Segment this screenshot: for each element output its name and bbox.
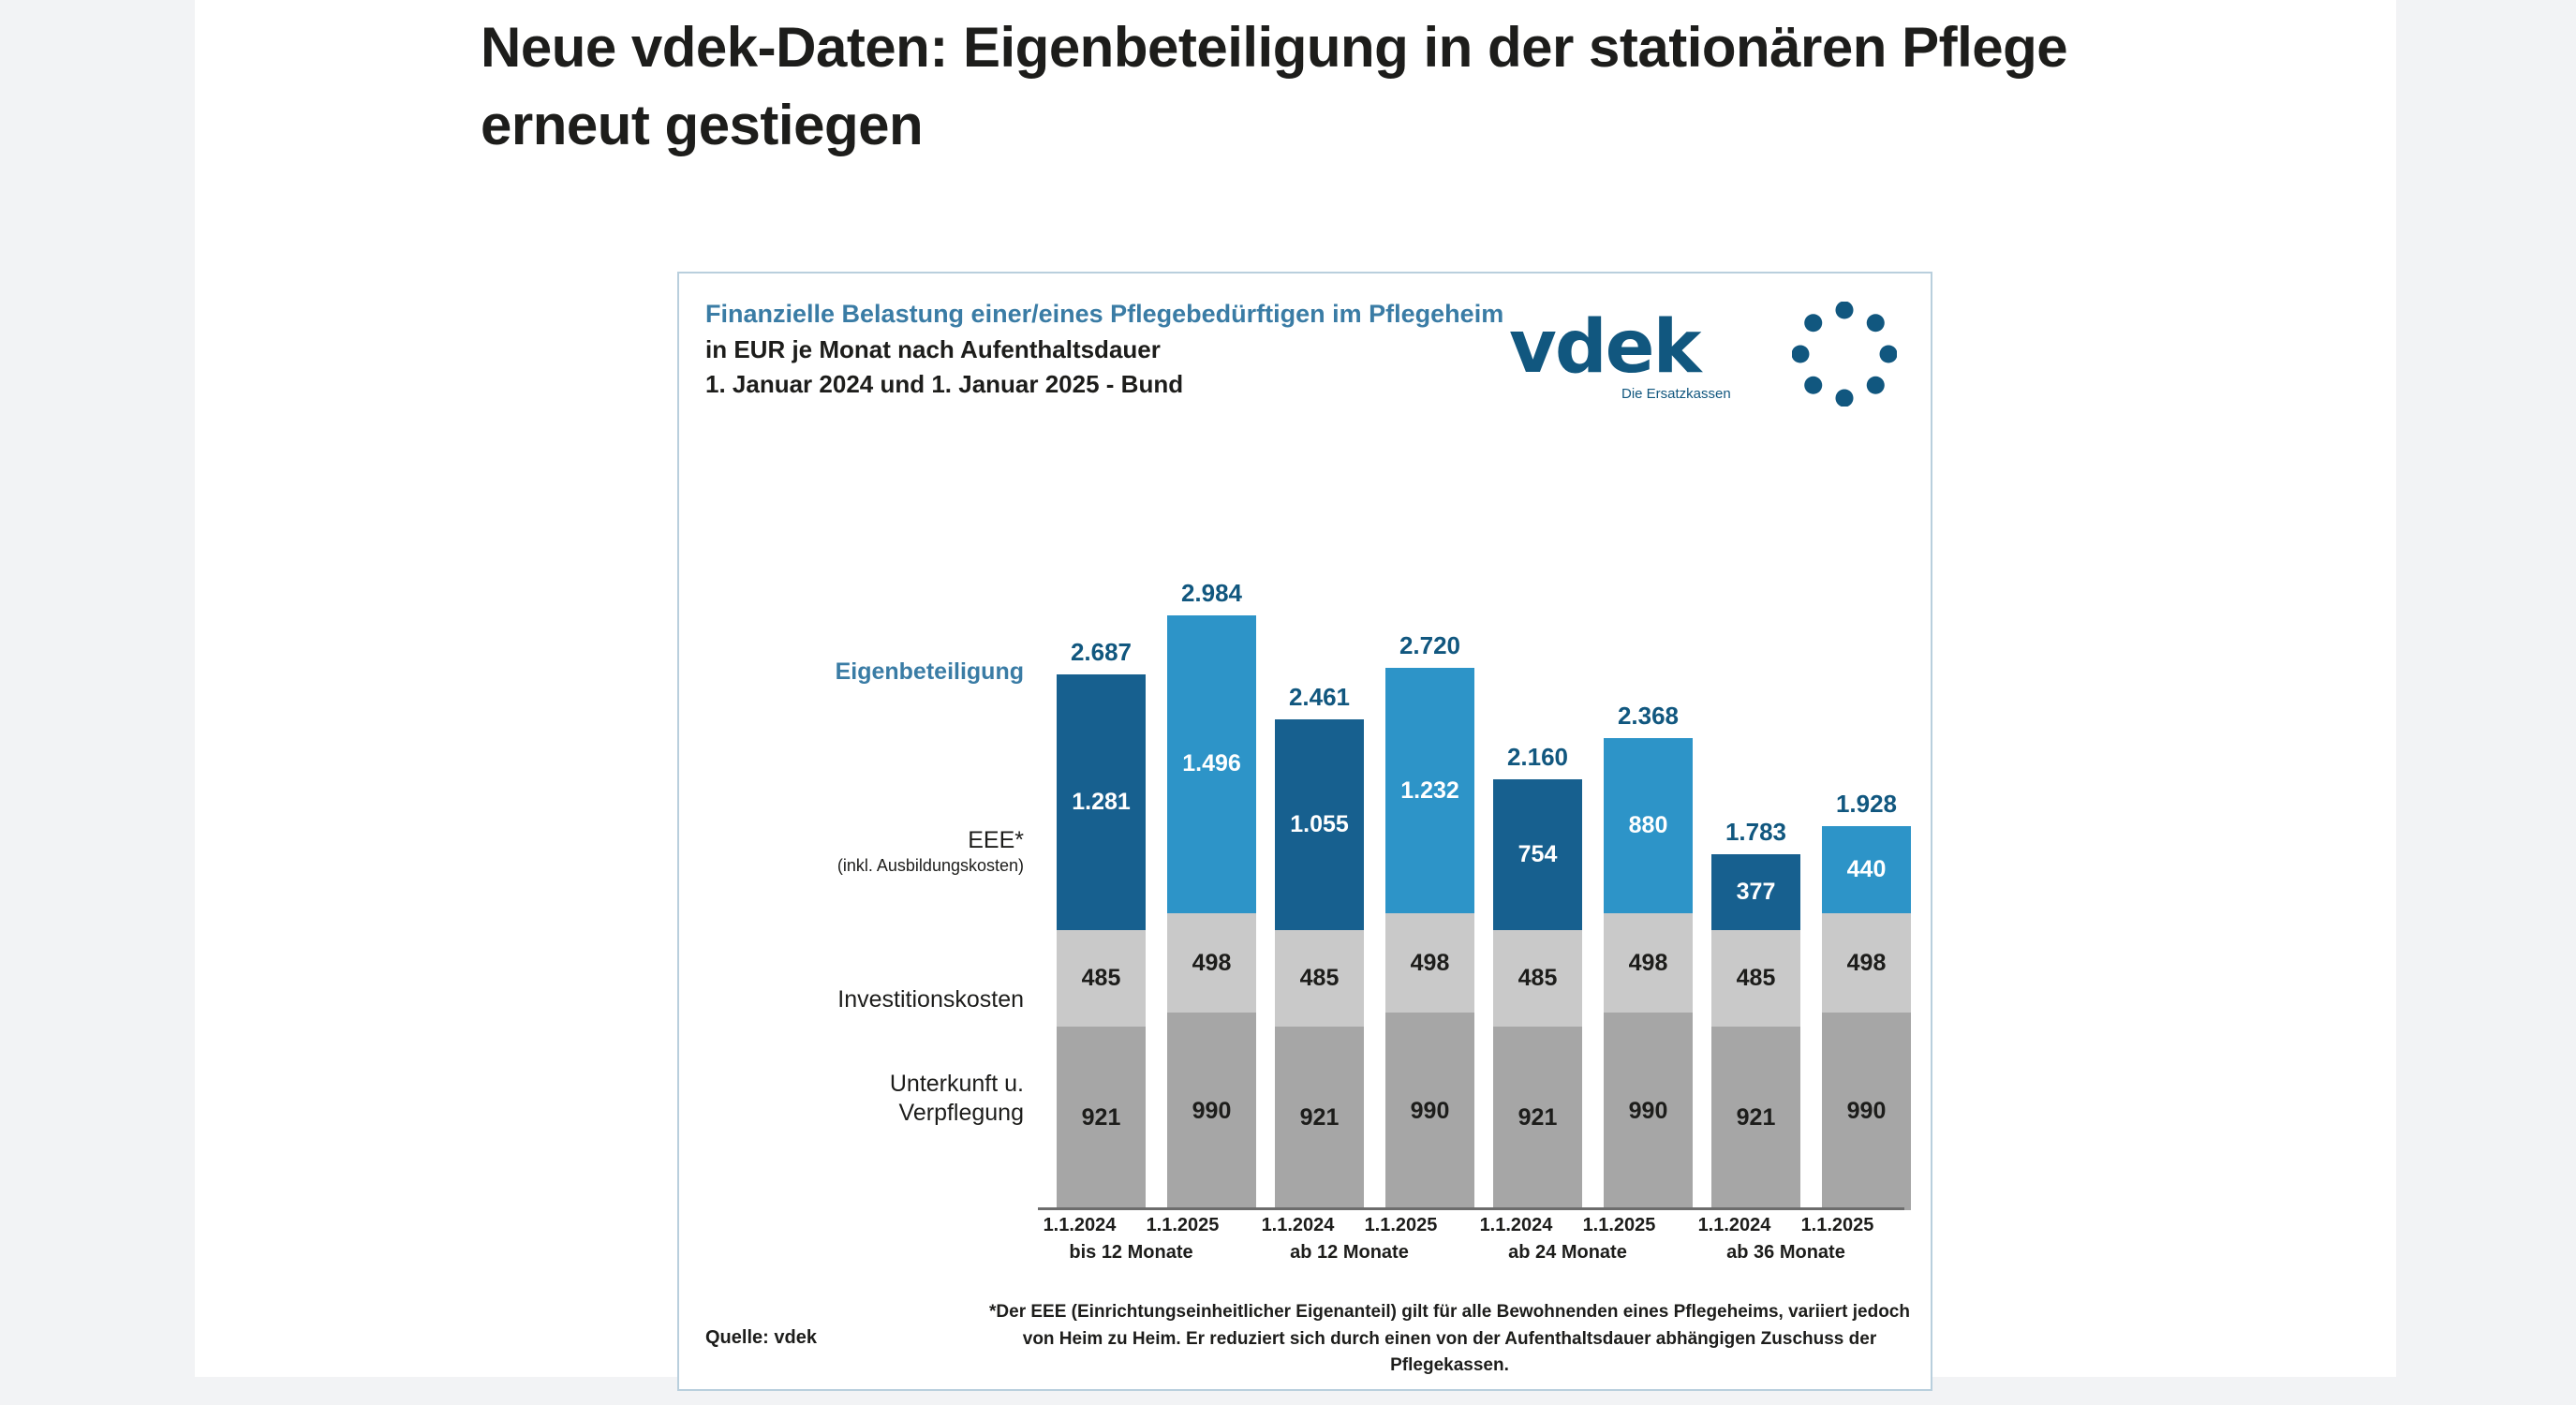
row-label-eee-text: EEE* — [968, 827, 1024, 853]
bar — [1604, 701, 1693, 1210]
row-label-unterkunft — [705, 1070, 1024, 1129]
bar-segment: 485 — [1493, 930, 1582, 1027]
bar-segment: 880 — [1604, 738, 1693, 913]
vdek-logo — [1509, 300, 1902, 417]
bar-segment: 990 — [1167, 1013, 1256, 1210]
bar-segment: 754 — [1493, 779, 1582, 930]
tick-date-label: 1.1.2024 — [1261, 1215, 1335, 1235]
bar — [1275, 683, 1364, 1210]
tick-period-label: ab 12 Monate — [1290, 1242, 1409, 1263]
chart-plot-area — [705, 555, 1909, 1210]
row-label-eee-note: (inkl. Ausbildungskosten) — [836, 856, 1024, 876]
bar-group — [1493, 555, 1695, 1210]
bar — [1385, 630, 1474, 1210]
bar-total-label: 2.984 — [1180, 578, 1243, 607]
bar-segment: 990 — [1822, 1013, 1911, 1210]
chart-footnote: *Der EEE (Einrichtungseinheitlicher Eigenanteil) gilt für alle Bewohnenden eines Pflegeheims, variiert jedoch von Heim zu Heim. Er reduziert sich durch einen von der Aufenthaltsdauer abhängigen Zuschuss der Pflegekassen. — [989, 1302, 1910, 1375]
bar-segment: 990 — [1604, 1013, 1693, 1210]
bar-segment: 498 — [1167, 913, 1256, 1013]
bar-segment: 990 — [1385, 1013, 1474, 1210]
tick-date-label: 1.1.2024 — [1043, 1215, 1117, 1235]
chart-title-line2: in EUR je Monat nach Aufenthaltsdauer — [705, 335, 1161, 364]
bar-segment: 485 — [1711, 930, 1800, 1027]
tick-group — [1030, 1215, 1232, 1264]
bar-total-label: 2.160 — [1506, 743, 1569, 772]
bar — [1167, 578, 1256, 1210]
row-label-eigenbeteiligung: Eigenbeteiligung — [835, 658, 1024, 685]
bar — [1493, 743, 1582, 1210]
bar-segment: 921 — [1057, 1027, 1146, 1210]
bar-total-label: 2.720 — [1399, 630, 1461, 659]
tick-period-label: ab 36 Monate — [1726, 1242, 1845, 1263]
bar-segment: 440 — [1822, 826, 1911, 914]
row-label-eee — [705, 826, 1024, 877]
tick-group — [1467, 1215, 1668, 1264]
x-axis-line — [1038, 1207, 1904, 1210]
logo-wordmark: vdek — [1509, 305, 1700, 390]
tick-date-label: 1.1.2024 — [1479, 1215, 1553, 1235]
bar-total-label: 2.687 — [1070, 637, 1133, 666]
tick-period-label: bis 12 Monate — [1069, 1242, 1193, 1263]
row-label-unterkunft-line2: Verpflegung — [898, 1100, 1024, 1127]
bar-segment: 1.496 — [1167, 615, 1256, 914]
bar-segment: 921 — [1711, 1027, 1800, 1210]
bar-segment: 921 — [1275, 1027, 1364, 1210]
x-axis-tick-labels — [1012, 1215, 1878, 1290]
bar-group — [1275, 555, 1476, 1210]
bar-total-label: 1.783 — [1725, 818, 1787, 847]
tick-period-label: ab 24 Monate — [1508, 1242, 1627, 1263]
chart-row-labels — [705, 555, 1024, 1210]
chart-card — [677, 272, 1932, 1391]
chart-title-line1: Finanzielle Belastung einer/eines Pflegebedürftigen im Pflegeheim — [705, 300, 1504, 328]
chart-title-line3: 1. Januar 2024 und 1. Januar 2025 - Bund — [705, 369, 1184, 398]
chart-source: Quelle: vdek — [705, 1327, 817, 1348]
bar-segment: 498 — [1822, 913, 1911, 1013]
row-label-unterkunft-line1: Unterkunft u. — [889, 1071, 1024, 1097]
bar — [1711, 818, 1800, 1210]
tick-group — [1685, 1215, 1887, 1264]
bar — [1057, 637, 1146, 1210]
bar-segment: 1.281 — [1057, 674, 1146, 930]
bar-segment: 1.232 — [1385, 668, 1474, 913]
page-title: Neue vdek-Daten: Eigenbeteiligung in der stationären Pflege erneut gestiegen — [481, 16, 2068, 156]
bar-segment: 498 — [1385, 913, 1474, 1013]
tick-date-label: 1.1.2025 — [1800, 1215, 1874, 1235]
bar-total-label: 2.368 — [1617, 701, 1680, 730]
bar-segment: 485 — [1057, 930, 1146, 1027]
vdek-ring-icon — [1792, 302, 1897, 407]
logo-subtitle: Die Ersatzkassen — [1621, 386, 1731, 402]
bar-segment: 921 — [1493, 1027, 1582, 1210]
tick-date-label: 1.1.2024 — [1697, 1215, 1771, 1235]
bar-segment: 1.055 — [1275, 719, 1364, 930]
bar-segment: 485 — [1275, 930, 1364, 1027]
bar-total-label: 2.461 — [1288, 683, 1351, 712]
bar-segment: 498 — [1604, 913, 1693, 1013]
tick-date-label: 1.1.2025 — [1582, 1215, 1656, 1235]
article-page — [195, 0, 2396, 1377]
bar-group — [1711, 555, 1913, 1210]
bar-total-label: 1.928 — [1835, 789, 1898, 818]
tick-date-label: 1.1.2025 — [1364, 1215, 1438, 1235]
row-label-investitionskosten: Investitionskosten — [837, 986, 1024, 1013]
tick-group — [1249, 1215, 1450, 1264]
bar — [1822, 789, 1911, 1210]
tick-date-label: 1.1.2025 — [1146, 1215, 1220, 1235]
bar-group — [1057, 555, 1258, 1210]
bar-segment: 377 — [1711, 854, 1800, 929]
